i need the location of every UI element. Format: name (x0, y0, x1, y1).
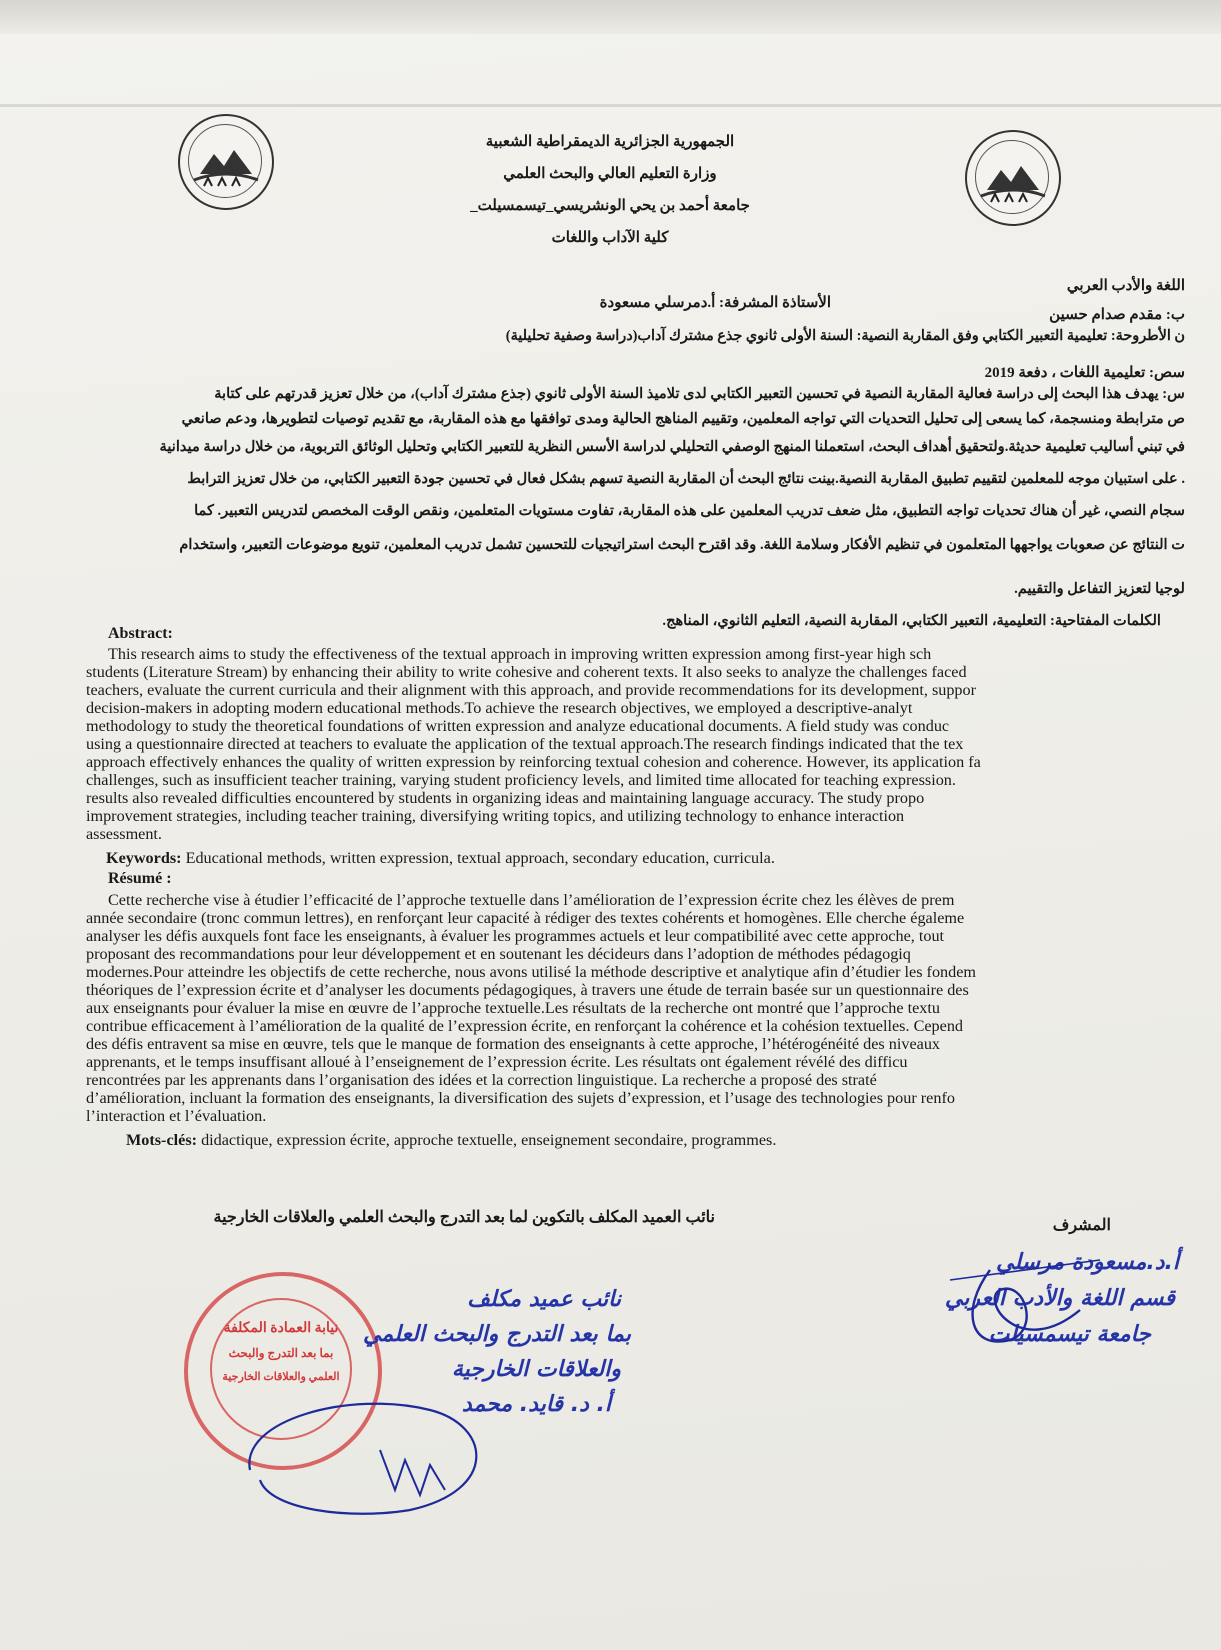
resume-line: l’interaction et l’évaluation. (86, 1108, 267, 1125)
abstract-line: challenges, such as insufficient teacher training, varying student proficiency levels, and limited time allocated for teaching expression. (86, 772, 956, 789)
abstract-line: students (Literature Stream) by enhancing their ability to write cohesive and coherent texts. It also seeks to analyze the challenges faced (86, 664, 967, 681)
header-faculty: كلية الآداب واللغات (551, 230, 669, 246)
abstract-label: Abstract: (108, 625, 173, 642)
supervisor-signature-scribble (930, 1250, 1130, 1370)
university-logo-right (965, 130, 1061, 226)
abstract-line: assessment. (86, 826, 162, 843)
student-line: ب: مقدم صدام حسين (1049, 307, 1185, 323)
dean-title: نائب العميد المكلف بالتكوين لما بعد التدرج والبحث العلمي والعلاقات الخارجية (213, 1209, 715, 1226)
abstract-line: teachers, evaluate the current curricula and their alignment with this approach, and provide recommendations for its development, suppor (86, 682, 977, 699)
arabic-keywords: الكلمات المفتاحية: التعليمية، التعبير الكتابي، المقاربة النصية، التعليم الثانوي، المناهج. (662, 613, 1161, 629)
keywords-label: Keywords: (106, 850, 182, 867)
mots-cles-label: Mots-clés: (126, 1132, 198, 1149)
resume-line: apprenants, et le temps insuffisant alloué à l’enseignement de l’expression écrite. Les résultats ont également révélé des difficu (86, 1054, 908, 1071)
abstract-line: using a questionnaire directed at teachers to evaluate the application of the textual approach.The research findings indicated that the tex (86, 736, 964, 753)
supervisor-stamp-line: جامعة تيسمسيلت (988, 1322, 1151, 1347)
university-logo-left (178, 114, 274, 210)
resume-keywords-row (126, 1132, 1166, 1150)
header-university: جامعة أحمد بن يحي الونشريسي_تيسمسيلت_ (470, 198, 750, 214)
resume-line: année secondaire (tronc commun lettres), en renforçant leur capacité à rédiger des textes cohérents et homogènes. Elle cherche égaleme (86, 910, 965, 927)
arabic-abstract-line: س: يهدف هذا البحث إلى دراسة فعالية المقاربة النصية في تحسين التعبير الكتابي لدى تلاميذ السنة الأولى ثانوي (جذع مشترك آداب)، من خلال تعزيز قدرتهم على كتابة (214, 386, 1185, 402)
supervisor-line: الأستاذة المشرفة: أ.دمرسلي مسعودة (599, 295, 831, 311)
supervisor-stamp-line: أ.د.مسعودة مرسلي (996, 1250, 1179, 1275)
arabic-abstract-line: سجام النصي، غير أن هناك تحديات تواجه التطبيق، مثل ضعف تدريب المعلمين على هذه المقاربة، تفاوت مستويات المتعلمين، ونقص الوقت المخصص لتدريس التعبير. كما (194, 503, 1185, 519)
resume-line: contribue efficacement à l’amélioration de la qualité de l’expression écrite, en renforçant la cohérence et la cohésion textuelles. Cepend (86, 1018, 964, 1035)
arabic-abstract-line: لوجيا لتعزيز التفاعل والتقييم. (1014, 581, 1185, 597)
scan-fold-line (0, 104, 1221, 107)
thesis-title: ن الأطروحة: تعليمية التعبير الكتابي وفق المقاربة النصية: السنة الأولى ثانوي جذع مشترك آداب(دراسة وصفية تحليلية) (505, 328, 1185, 344)
abstract-keywords-row (106, 850, 1166, 868)
arabic-abstract-line: ص مترابطة ومنسجمة، كما يسعى إلى تحليل التحديات التي تواجه المعلمين، وتقييم المناهج الحالية ومدى توافقها مع هذه المقاربة، مع تقديم توصيات لتطويرها، ودعم صانعي (181, 411, 1185, 427)
resume-line: Cette recherche vise à étudier l’efficacité de l’approche textuelle dans l’amélioration de l’expression écrite chez les élèves de prem (108, 892, 955, 909)
resume-line: aux enseignants pour évaluer la mise en œuvre de l’approche textuelle.Les résultats de la recherche ont montré que l’approche textu (86, 1000, 940, 1017)
dean-signature-scribble (230, 1380, 510, 1530)
abstract-line: methodology to study the theoretical foundations of written expression and analyze educational documents. A field study was conduc (86, 718, 950, 735)
supervisor-title: المشرف (1052, 1217, 1111, 1234)
header-ministry: وزارة التعليم العالي والبحث العلمي (503, 166, 717, 182)
dean-stamp-line: أ. د. قايد. محمد (461, 1392, 611, 1417)
mots-cles-value: didactique, expression écrite, approche textuelle, enseignement secondaire, programmes. (201, 1132, 777, 1149)
keywords-value: Educational methods, written expression, textual approach, secondary education, curricula. (185, 850, 775, 867)
abstract-line: decision-makers in adopting modern educational methods.To achieve the research objectives, we employed a descriptive-analyt (86, 700, 913, 717)
abstract-line: results also revealed difficulties encountered by students in organizing ideas and maintaining language accuracy. The study propo (86, 790, 925, 807)
resume-line: des défis entravent sa mise en œuvre, tels que le manque de formation des enseignants à cette approche, l’hétérogénéité des niveaux (86, 1036, 941, 1053)
department: اللغة والأدب العربي (1066, 278, 1185, 294)
scan-top-edge (0, 0, 1221, 34)
resume-line: modernes.Pour atteindre les objectifs de cette recherche, nous avons utilisé la méthode descriptive et analytique afin d’étudier les fondem (86, 964, 976, 981)
specialty-line: سص: تعليمية اللغات ، دفعة 2019 (984, 365, 1185, 381)
resume-line: d’amélioration, incluant la formation des enseignants, la diversification des sujets d’expression, et l’usage des technologies pour renfo (86, 1090, 955, 1107)
abstract-line: improvement strategies, including teacher training, diversifying writing topics, and utilizing technology to enhance interaction (86, 808, 905, 825)
arabic-abstract-line: في تبني أساليب تعليمية حديثة.ولتحقيق أهداف البحث، استعملنا المنهج الوصفي التحليلي لدراسة الأسس النظرية للتعبير الكتابي وتحليل الوثائق التربوية، من خلال دراسة ميدانية (159, 439, 1185, 455)
stamp-text-line: بما بعد التدرج والبحث (228, 1346, 334, 1360)
supervisor-stamp-line: قسم اللغة والأدب العربي (944, 1286, 1175, 1311)
abstract-line: approach effectively enhances the quality of written expression by reinforcing textual cohesion and coherence. However, its application fa (86, 754, 981, 771)
stamp-text-line: العلمي والعلاقات الخارجية (222, 1371, 340, 1383)
resume-line: théoriques de l’expression écrite et d’analyser les documents pédagogiques, à travers une étude de terrain basée sur un questionnaire des (86, 982, 969, 999)
resume-label: Résumé : (108, 870, 172, 887)
dean-stamp-line: بما بعد التدرج والبحث العلمي (363, 1322, 631, 1347)
stamp-text-line: نيابة العمادة المكلفة (223, 1321, 339, 1336)
header-republic: الجمهورية الجزائرية الديمقراطية الشعبية (485, 134, 735, 150)
arabic-abstract-line: . على استبيان موجه للمعلمين لتقييم تطبيق المقاربة النصية.بينت نتائج البحث أن المقاربة النصية تسهم بشكل فعال في تحسين جودة التعبير الكتابي، من خلال تعزيز الترابط (187, 471, 1185, 487)
arabic-abstract-line: ت النتائج عن صعوبات يواجهها المتعلمون في تنظيم الأفكار وسلامة اللغة. وقد اقترح البحث استراتيجيات للتحسين تشمل تدريب المعلمين، تنويع موضوعات التعبير، واستخدام (179, 537, 1185, 553)
resume-line: proposant des recommandations pour leur développement et en soutenant les décideurs dans l’adoption de méthodes pédagogiq (86, 946, 911, 963)
dean-stamp-line: نائب عميد مكلف (467, 1287, 621, 1312)
resume-line: analyser les défis auxquels font face les enseignants, à évaluer les programmes actuels et leur compatibilité avec cette approche, tout (86, 928, 945, 945)
dean-stamp-line: والعلاقات الخارجية (451, 1357, 621, 1382)
resume-line: rencontrées par les apprenants dans l’organisation des idées et la correction linguistique. La recherche a proposé des straté (86, 1072, 877, 1089)
abstract-line: This research aims to study the effectiveness of the textual approach in improving written expression among first-year high sch (108, 646, 932, 663)
